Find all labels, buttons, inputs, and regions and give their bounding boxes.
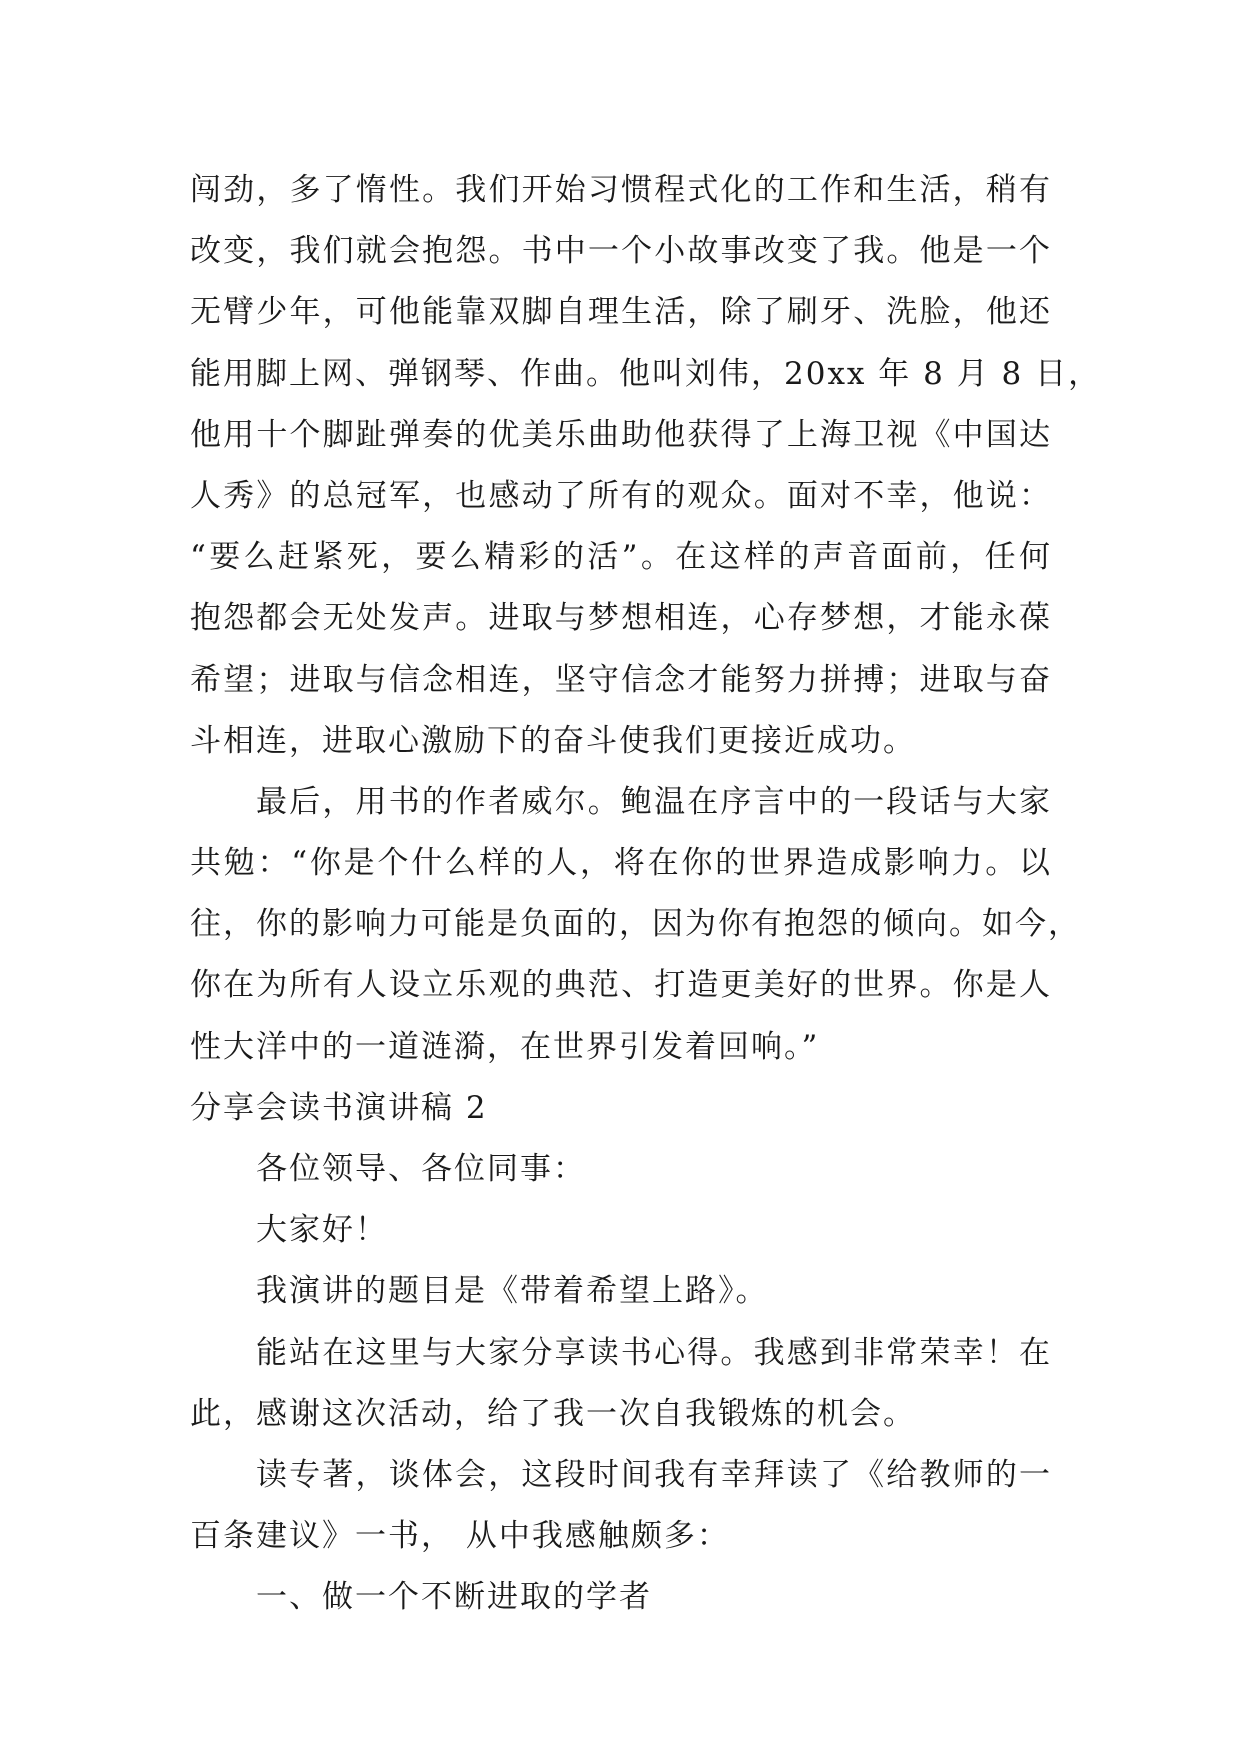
paragraph — [190, 1323, 1052, 1445]
greeting-line: 各位领导、各位同事： — [256, 1151, 586, 1187]
text-line: 能用脚上网、弹钢琴、作曲。他叫刘伟，20xx 年 8 月 8 日， — [190, 355, 1102, 392]
text-line: 此，感谢这次活动，给了我一次自我锻炼的机会。 — [190, 1395, 916, 1432]
text-line: 能站在这里与大家分享读书心得。我感到非常荣幸！在 — [256, 1334, 1052, 1371]
text-line: 往，你的影响力可能是负面的，因为你有抱怨的倾向。如今， — [190, 906, 1081, 943]
greeting-line: 大家好！ — [256, 1212, 388, 1249]
topic-line: 我演讲的题目是《带着希望上路》。 — [256, 1273, 769, 1310]
text-line: 他用十个脚趾弹奏的优美乐曲助他获得了上海卫视《中国达 — [190, 416, 1052, 453]
text-line: 改变，我们就会抱怨。书中一个小故事改变了我。他是一个 — [190, 233, 1052, 270]
text-line: 最后，用书的作者威尔。鲍温在序言中的一段话与大家 — [256, 783, 1052, 820]
text-line: 抱怨都会无处发声。进取与梦想相连，心存梦想，才能永葆 — [190, 600, 1052, 637]
text-line: “要么赶紧死，要么精彩的活”。在这样的声音面前，任何 — [190, 539, 1052, 576]
text-line: 你在为所有人设立乐观的典范、打造更美好的世界。你是人 — [190, 967, 1052, 1004]
section-title: 分享会读书演讲稿 2 — [190, 1089, 488, 1126]
text-line: 希望；进取与信念相连，坚守信念才能努力拼搏；进取与奋 — [190, 661, 1052, 698]
text-line: 百条建议》一书， 从中我感触颇多： — [190, 1518, 730, 1555]
text-line: 共勉：“你是个什么样的人，将在你的世界造成影响力。以 — [190, 845, 1052, 882]
text-line: 闯劲，多了惰性。我们开始习惯程式化的工作和生活，稍有 — [190, 172, 1052, 208]
point-heading: 一、做一个不断进取的学者 — [256, 1579, 652, 1616]
text-line: 人秀》的总冠军，也感动了所有的观众。面对不幸，他说： — [190, 477, 1052, 514]
paragraph — [190, 1445, 1052, 1567]
text-line: 读专著，谈体会，这段时间我有幸拜读了《给教师的一 — [256, 1456, 1052, 1493]
paragraph — [190, 160, 1102, 772]
text-line: 性大洋中的一道涟漪，在世界引发着回响。” — [190, 1028, 820, 1065]
text-line: 斗相连，进取心激励下的奋斗使我们更接近成功。 — [190, 722, 916, 759]
document-body — [190, 160, 1102, 1629]
text-line: 无臂少年，可他能靠双脚自理生活，除了刷牙、洗脸，他还 — [190, 294, 1052, 331]
paragraph — [190, 772, 1081, 1078]
